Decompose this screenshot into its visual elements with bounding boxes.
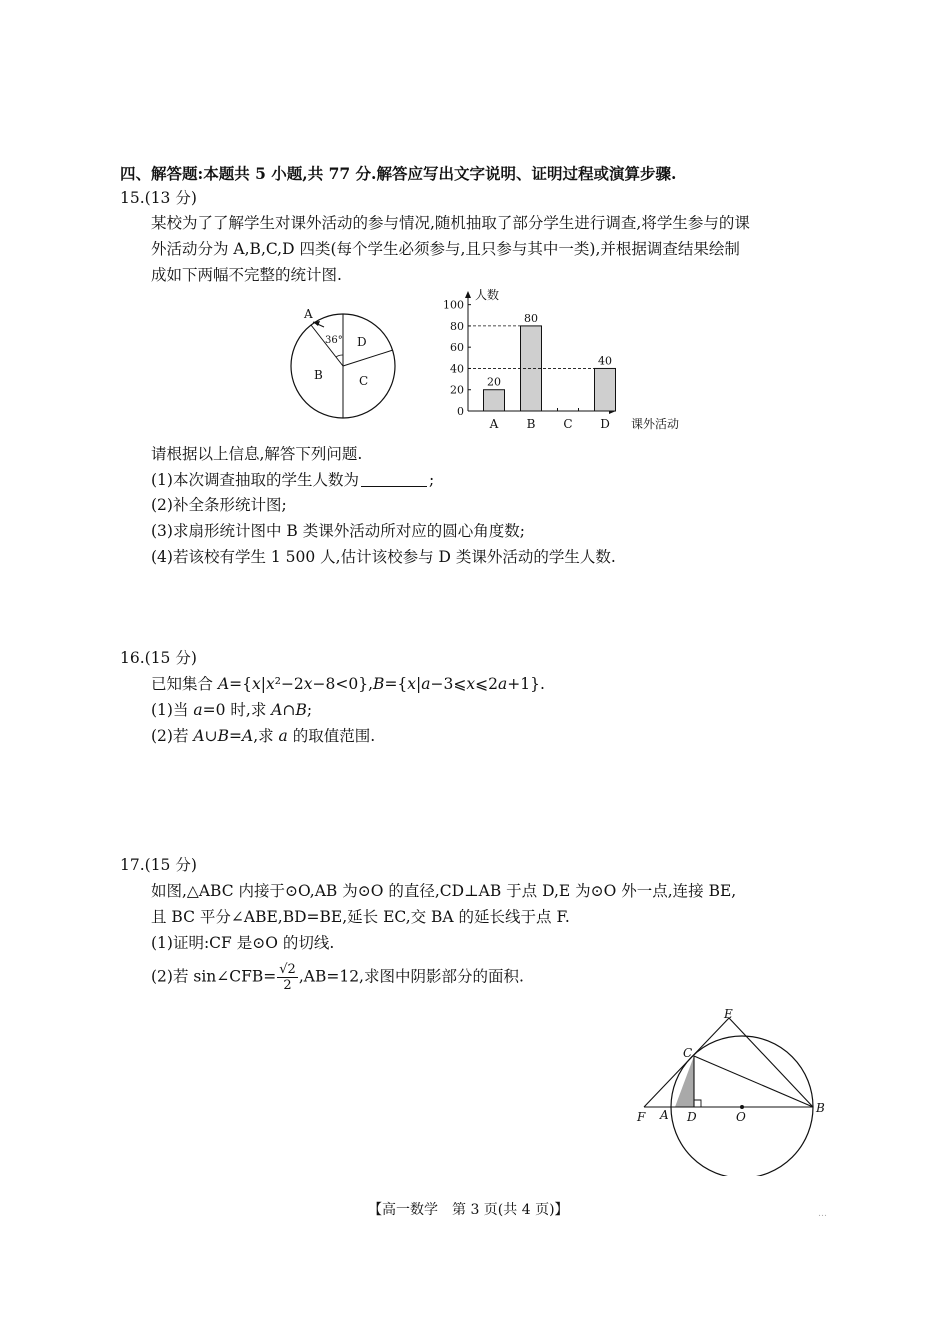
y-tick-label: 0 <box>457 405 464 418</box>
q17-part-1: (1)证明:CF 是⊙O 的切线. <box>151 934 335 952</box>
bar-A <box>484 390 505 411</box>
q16-p2-d: B <box>217 727 229 745</box>
geo-label-a: A <box>660 1108 669 1122</box>
pie-label-a: A <box>304 307 313 321</box>
q16-number: 16.(15 分) <box>120 649 197 667</box>
bar-value-label: 80 <box>524 311 538 325</box>
q15-part-2: (2)补全条形统计图; <box>151 496 287 514</box>
q15-intro-line-2: 外活动分为 A,B,C,D 四类(每个学生必须参与,且只参与其中一类),并根据调查结果绘制 <box>151 240 740 258</box>
q16-s-f: x <box>265 675 275 693</box>
q16-s-i: −8<0}, <box>312 675 374 693</box>
q17-line-1: 如图,△ABC 内接于⊙O,AB 为⊙O 的直径,CD⊥AB 于点 D,E 为⊙O 外一点,连接 BE, <box>151 882 737 900</box>
y-axis-arrow <box>465 291 471 298</box>
shaded-region <box>675 1056 694 1107</box>
q15-part-3: (3)求扇形统计图中 B 类课外活动所对应的圆心角度数; <box>151 522 525 540</box>
bar-D <box>595 368 616 411</box>
q16-s-p: x <box>466 675 476 693</box>
geometry-figure <box>634 1006 834 1176</box>
center-dot <box>740 1105 744 1109</box>
y-axis-label: 人数 <box>475 288 500 302</box>
q16-s-c: ={ <box>229 675 252 693</box>
line-cb <box>694 1056 813 1107</box>
q16-s-m: | <box>416 675 422 693</box>
q16-s-s: +1}. <box>507 675 545 693</box>
corner-mark: … <box>818 1209 827 1219</box>
x-tick-label: C <box>563 417 573 431</box>
fraction-denominator: 2 <box>283 978 292 993</box>
q16-p2-a: (2)若 <box>151 727 194 745</box>
q17-line-2: 且 BC 平分∠ABE,BD=BE,延长 EC,交 BA 的延长线于点 F. <box>151 908 570 926</box>
y-tick-label: 80 <box>450 319 464 333</box>
q16-p2-i: 的取值范围. <box>287 727 376 745</box>
q15-number: 15.(13 分) <box>120 189 197 207</box>
y-tick-label: 40 <box>450 362 464 376</box>
q15-part-1-end: ; <box>428 471 435 489</box>
q16-part-2 <box>151 726 375 746</box>
q15-answer-blank[interactable] <box>361 472 427 487</box>
y-tick-label: 20 <box>450 383 464 397</box>
q15-part-4: (4)若该校有学生 1 500 人,估计该校参与 D 类课外活动的学生人数. <box>151 548 616 566</box>
q15-after: 请根据以上信息,解答下列问题. <box>151 445 363 463</box>
sqrt2-over-2-fraction <box>277 962 298 993</box>
bar-value-label: 40 <box>598 354 612 368</box>
q16-p1-c: =0 时,求 <box>202 701 272 719</box>
q16-p2-e: = <box>228 727 242 745</box>
y-tick-label: 60 <box>450 341 464 355</box>
q16-p2-g: ,求 <box>253 727 279 745</box>
q15-part-1 <box>151 470 434 490</box>
q16-s-h: x <box>303 675 313 693</box>
line-eb <box>729 1018 813 1107</box>
q16-p1-a: (1)当 <box>151 701 194 719</box>
q16-s-r: a <box>497 675 508 693</box>
pie-label-d: D <box>357 335 367 349</box>
geo-label-d: D <box>687 1110 697 1124</box>
q16-p2-f: A <box>241 727 254 745</box>
right-angle-mark <box>694 1100 701 1107</box>
q16-p1-f: B <box>295 701 307 719</box>
q17-part-2 <box>151 962 524 993</box>
q16-part-1 <box>151 700 312 720</box>
q16-s-e: | <box>260 675 266 693</box>
q15-part-1-text: (1)本次调查抽取的学生人数为 <box>151 471 359 489</box>
q16-statement <box>151 674 545 694</box>
section-heading: 四、解答题:本题共 5 小题,共 77 分.解答应写出文字说明、证明过程或演算步骤. <box>120 164 677 183</box>
q16-s-d: x <box>252 675 261 693</box>
q16-s-q: ⩽2 <box>475 675 498 693</box>
bar-value-label: 20 <box>487 375 501 389</box>
geo-label-f: F <box>637 1110 646 1124</box>
q17-p2-b: ,AB=12,求图中阴影部分的面积. <box>298 967 524 986</box>
q15-intro-line-3: 成如下两幅不完整的统计图. <box>151 266 342 284</box>
q16-p1-g: ; <box>306 701 313 719</box>
geo-label-o: O <box>736 1110 746 1124</box>
q16-p2-b: A <box>193 727 205 745</box>
pie-chart <box>280 298 410 428</box>
x-tick-label: B <box>526 417 536 431</box>
y-tick-label: 100 <box>443 298 464 312</box>
pie-angle-label: 36° <box>325 335 343 346</box>
q16-s-o: −3⩽ <box>430 675 467 693</box>
q17-number: 17.(15 分) <box>120 856 197 874</box>
q16-s-a: 已知集合 <box>151 675 218 693</box>
x-tick-label: D <box>600 417 610 431</box>
x-axis-label: 课外活动 <box>631 417 680 431</box>
q17-p2-a: (2)若 sin∠CFB= <box>151 967 277 986</box>
q16-s-k: ={ <box>384 675 408 693</box>
geo-label-b: B <box>816 1101 825 1115</box>
fraction-numerator: √2 <box>279 962 296 977</box>
q16-s-l: x <box>407 675 417 693</box>
pie-line-d-c <box>343 350 393 366</box>
q16-p1-b: a <box>193 701 203 719</box>
q15-intro-line-1: 某校为了了解学生对课外活动的参与情况,随机抽取了部分学生进行调查,将学生参与的课 <box>151 214 750 232</box>
q16-s-j: B <box>373 675 385 693</box>
geo-label-c: C <box>683 1046 693 1060</box>
q16-p2-c: ∪ <box>204 727 218 745</box>
q16-p2-h: a <box>278 727 288 745</box>
q16-p1-e: ∩ <box>282 701 296 719</box>
x-tick-label: A <box>489 417 499 431</box>
bar-chart <box>438 284 694 436</box>
q16-p1-d: A <box>271 701 283 719</box>
geo-label-e: E <box>724 1007 733 1021</box>
pie-label-c: C <box>359 374 369 388</box>
pie-angle-arc <box>336 355 343 357</box>
q16-s-n: a <box>421 675 431 693</box>
pie-label-b: B <box>314 368 323 382</box>
q16-s-b: A <box>217 675 230 693</box>
page-footer: 【高一数学 第 3 页(共 4 页)】 <box>368 1202 569 1218</box>
q16-s-g: ²−2 <box>274 675 304 693</box>
